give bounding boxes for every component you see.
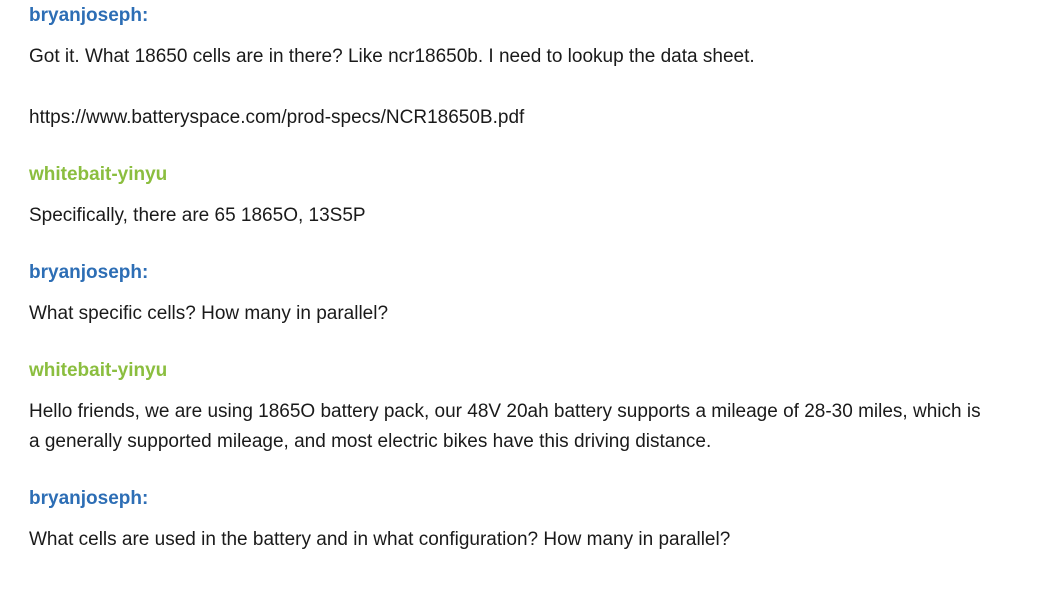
post-text: Hello friends, we are using 1865O battery pack, our 48V 20ah battery supports a mileage of 28-30 miles, which is a generally supported mileage, and most electric bikes have this driving distance. <box>29 401 981 452</box>
forum-post <box>29 488 984 555</box>
post-text: What specific cells? How many in parallel? <box>29 303 389 324</box>
post-text: What cells are used in the battery and in what configuration? How many in parallel? <box>29 529 731 550</box>
forum-post <box>29 360 984 457</box>
url-text: https://www.batteryspace.com/prod-specs/NCR18650B.pdf <box>29 107 525 128</box>
post-text: Specifically, there are 65 1865O, 13S5P <box>29 205 366 226</box>
username-link-bryanjoseph[interactable]: bryanjoseph: <box>29 262 149 283</box>
forum-post <box>29 262 984 329</box>
username-link-bryanjoseph[interactable]: bryanjoseph: <box>29 5 149 26</box>
forum-post <box>29 164 984 231</box>
username-link-whitebait-yinyu[interactable]: whitebait-yinyu <box>29 360 168 381</box>
username-link-bryanjoseph[interactable]: bryanjoseph: <box>29 488 149 509</box>
post-text: Got it. What 18650 cells are in there? Like ncr18650b. I need to lookup the data sheet. <box>29 46 755 67</box>
username-link-whitebait-yinyu[interactable]: whitebait-yinyu <box>29 164 168 185</box>
forum-post <box>29 5 984 133</box>
discussion-thread <box>29 5 984 555</box>
